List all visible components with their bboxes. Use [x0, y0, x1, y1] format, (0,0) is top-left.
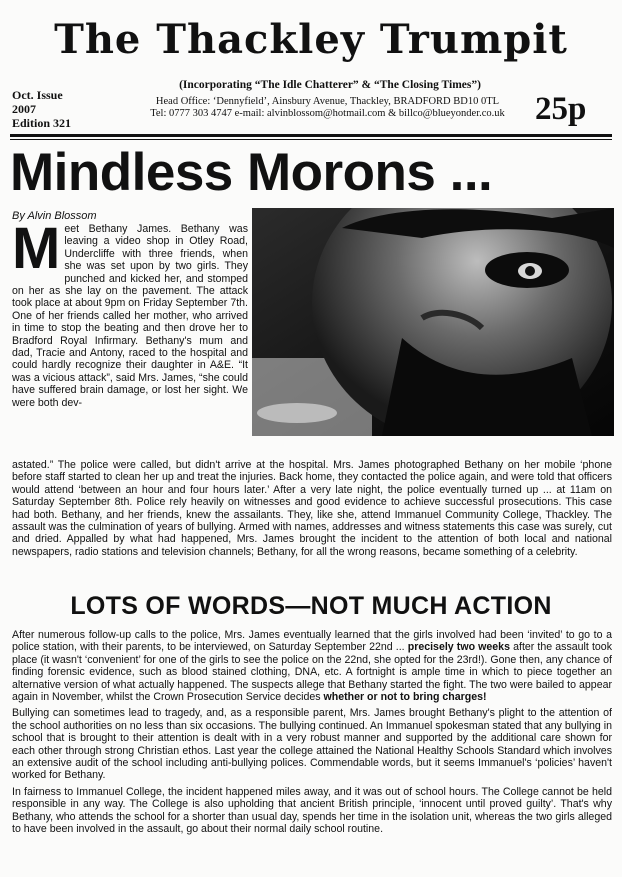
section-body — [12, 629, 612, 840]
drop-cap: M — [12, 216, 61, 281]
section-subheading: LOTS OF WORDS—NOT MUCH ACTION — [70, 592, 552, 620]
masthead-rule — [10, 134, 612, 137]
paragraph-fairness: In fairness to Immanuel College, the incident happened miles away, and it was out of school hours. The College cannot be held responsible in any way. The College is also upholding that ancient British principle, ‘innocent until proved guilty’. That's why Bethany, who attends the school for a shorter than usual day, spends her time in the isolation unit, whereas the two girls alleged to have been involved in the assault, go about their normal daily school routine. — [12, 785, 612, 836]
lead-text: eet Bethany James. Bethany was leaving a video shop in Otley Road, Undercliffe with three friends, when she was set upon by two girls. They punched and kicked her, and stomped on her as she lay on the pavement. The attack took place at about 9pm on Friday September 7th. One of her friends called her mother, who arrived in time to stop the beating and then drove her to Bradford Royal Infirmary. Bethany's mum and dad, Tracie and Antony, raced to the hospital and could hardly recognize their daughter in A&E. “It was a vicious attack”, said Mrs. James, “she could have suffered brain damage, or lost her sight. We were both dev- — [12, 223, 248, 409]
article-byline: By Alvin Blossom — [12, 210, 97, 222]
office-contact: Tel: 0777 303 4747 e-mail: alvinblossom@hotmail.com & billco@blueyonder.co.uk — [150, 108, 505, 119]
masthead-title: The Thackley Trumpit — [54, 16, 568, 63]
issue-month: Oct. Issue — [12, 88, 63, 102]
paragraph-bullying: Bullying can sometimes lead to tragedy, and, as a responsible parent, Mrs. James brought Bethany's plight to the attention of the school authorities on no less than six occasions. The bullying continued. An Immanuel spokesman stated that any bullying in school that is brought to their attention is dealt with in a very robust manner and supported by the additional care shown for each other through strong Christian ethos. Last year the college attained the National Healthy Schools Standard which involves an extensive audit of the school including anti-bullying polices. Commendable words, but it seems Immanuel's ‘policies’ haven't worked for Bethany. — [12, 707, 612, 782]
issue-year: 2007 — [12, 102, 36, 116]
issue-edition: Edition 321 — [12, 116, 72, 130]
article-continued-text: astated.” The police were called, but didn't arrive at the hospital. Mrs. James photographed Bethany on her mobile ‘phone before staff started to clean her up and treat the injuries. Back home, they contacted the police again, and were told that officers would attend ‘between an hour and four hours later.’ After a very late night, the police eventually turned up ... at 11am on Saturday September 8th. Police rely heavily on witnesses and good evidence to achieve successful prosecutions. This case had both. Bethany, and her friends, knew the assailants. They, like she, attend Immanuel Community College, Thackley. The assault was the culmination of years of bullying. Armed with names, addresses and witness statements this case was surely, cut and dried. Appalled by what had happened, Mrs. James brought the incident to the attention of both local and national newspapers, radio stations and television channels; Bethany, for all the wrong reasons, became something of a celebrity. — [12, 459, 612, 558]
issue-info — [12, 88, 71, 130]
bold-phrase: precisely two weeks — [407, 641, 510, 654]
incorporating-line: (Incorporating “The Idle Chatterer” & “The Closing Times”) — [179, 79, 481, 91]
para-text: after the assault took place (it wasn't ‘convenient’ for one of the girls to see the police on the 22nd, she opted for the 23rd!). Gone then, any chance of finding forensic evidence, such as blood stained clothing, DNA, etc. A fortnight is ample time in which to piece together an alternative version of what actually happened. The suspects allege that Bethany started the fight. The two were bailed to appear again in November, whilst the Crown Prosecution Service decides — [12, 641, 612, 704]
bold-phrase: whether or not to bring charges! — [323, 691, 487, 704]
masthead-rule-thin — [10, 139, 612, 140]
injured-face-photo — [252, 208, 614, 436]
office-address: Head Office: ‘Dennyfield’, Ainsbury Avenue, Thackley, BRADFORD BD10 0TL — [155, 96, 500, 107]
article-headline: Mindless Morons ... — [10, 143, 493, 202]
article-photo — [252, 208, 614, 436]
head-office-info — [125, 96, 530, 120]
para-text: After numerous follow-up calls to the police, Mrs. James eventually learned that the girls involved had been ‘invited’ to go to a police station, with their parents, to be interviewed, on Saturday September 22nd ... — [12, 629, 612, 654]
price: 25p — [535, 91, 587, 127]
paragraph-police — [12, 629, 612, 703]
